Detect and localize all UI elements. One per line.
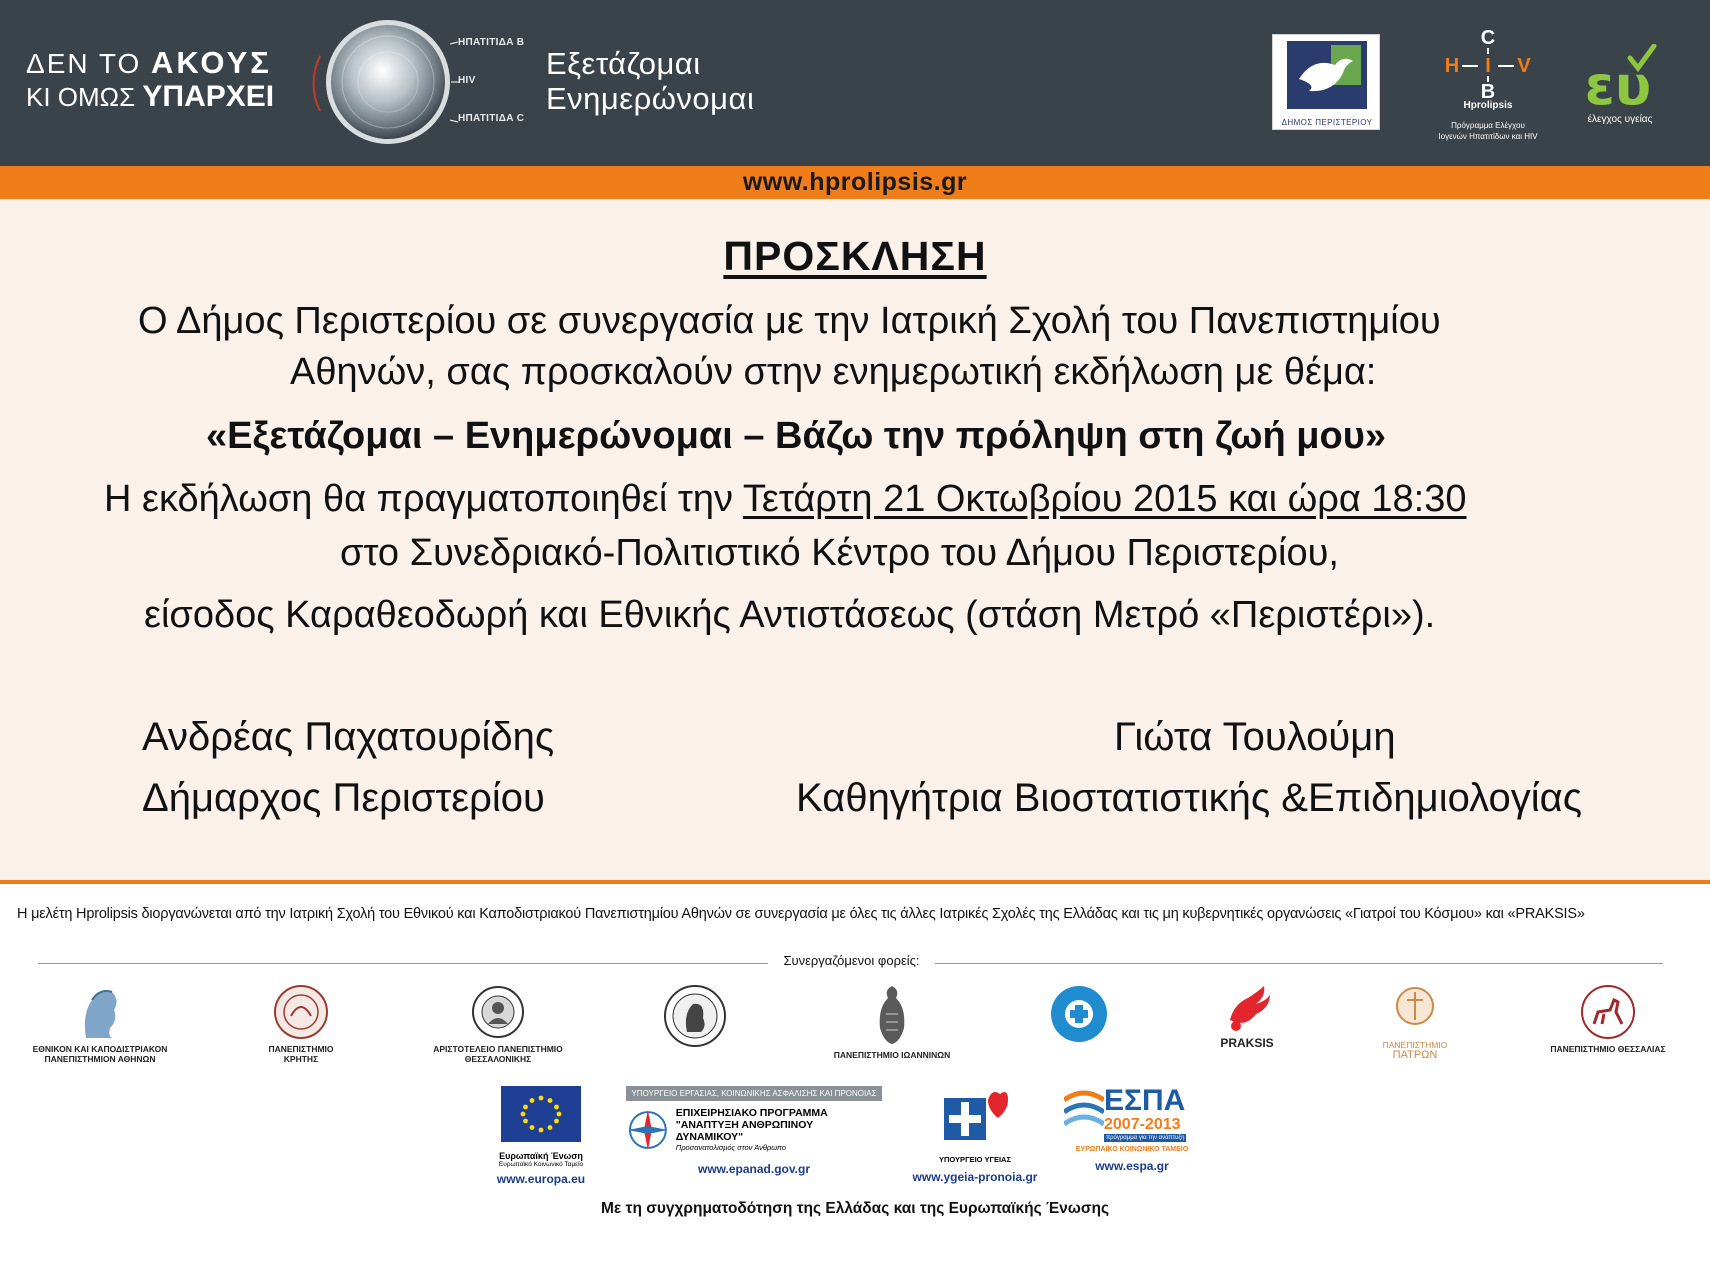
event-theme: «Εξετάζομαι – Ενημερώνομαι – Βάζω την πρόληψη στη ζωή μου» xyxy=(206,415,1386,457)
compass-icon xyxy=(626,1108,670,1152)
partner-logo-medical-seal xyxy=(660,984,730,1052)
campaign-title xyxy=(546,46,754,116)
checkmark-icon xyxy=(1580,44,1660,114)
partner-caption-line1: ΠΑΝΕΠΙΣΤΗΜΙΟ xyxy=(268,1044,334,1054)
hiv-letter-h: H xyxy=(1444,55,1460,77)
sponsor-health-ministry xyxy=(910,1086,1040,1184)
partner-caption-line2: ΚΡΗΤΗΣ xyxy=(283,1054,319,1064)
espa-waves-icon xyxy=(1064,1086,1104,1134)
eu-caption-sub: Ευρωπαϊκό Κοινωνικό Ταμείο xyxy=(498,1161,584,1168)
partner-caption-line1: ΑΡΙΣΤΟΤΕΛΕΙΟ ΠΑΝΕΠΙΣΤΗΜΙΟ xyxy=(433,1044,563,1054)
epanad-line3: Προσανατολισμός στον Άνθρωπο xyxy=(675,1143,786,1152)
partner-logo-thessaly xyxy=(1548,984,1668,1054)
espa-url[interactable]: www.espa.gr xyxy=(1095,1159,1169,1173)
hiv-letter-c: C xyxy=(1480,27,1496,49)
university-seal-icon xyxy=(273,984,329,1040)
dial-label-hepatitis-b: ΗΠΑΤΙΤΙΔΑ Β xyxy=(458,37,525,48)
sponsor-espa xyxy=(1064,1086,1200,1173)
elegxos-ygeias-logo xyxy=(1580,44,1660,134)
praksis-hand-icon xyxy=(1220,984,1274,1034)
partner-logo-uoa xyxy=(30,984,170,1064)
hiv-cross-icon xyxy=(1428,24,1548,100)
signatory1-name: Ανδρέας Παχατουρίδης xyxy=(142,715,555,759)
invitation-paragraph-line2: Αθηνών, σας προσκαλούν στην ενημερωτική εκδήλωση με θέμα: xyxy=(290,351,1377,393)
partner-caption-line2: ΘΕΣΣΑΛΟΝΙΚΗΣ xyxy=(464,1054,532,1064)
signatory2-role: Καθηγήτρια Βιοστατιστικής &Επιδημιολογίας xyxy=(796,776,1582,820)
hprolipsis-desc-line1: Πρόγραμμα Ελέγχου xyxy=(1451,121,1525,130)
partner-caption-line1: ΠΑΝΕΠΙΣΤΗΜΙΟ ΙΩΑΝΝΙΝΩΝ xyxy=(833,1050,951,1060)
invitation-body xyxy=(0,199,1710,880)
sponsor-eu xyxy=(496,1086,586,1186)
partner-logo-patras xyxy=(1380,984,1450,1060)
epanad-ministry: ΥΠΟΥΡΓΕΙΟ ΕΡΓΑΣΙΑΣ, ΚΟΙΝΩΝΙΚΗΣ ΑΣΦΑΛΙΣΗΣ ΚΑΙ ΠΡΟΝΟΙΑΣ xyxy=(626,1086,882,1101)
partner-caption-line2: ΠΑΤΡΩΝ xyxy=(1392,1049,1438,1061)
campaign-title-line1: Εξετάζομαι xyxy=(546,46,701,81)
partner-caption-line2: ΠΑΝΕΠΙΣΤΗΜΙΟΝ ΑΘΗΝΩΝ xyxy=(44,1054,156,1064)
hiv-letter-i: I xyxy=(1485,55,1491,77)
divider-left xyxy=(38,963,768,964)
hprolipsis-logo xyxy=(1428,24,1548,146)
event-venue: στο Συνεδριακό-Πολιτιστικό Κέντρο του Δήμου Περιστερίου, xyxy=(340,532,1339,574)
partner-logo-auth xyxy=(426,984,570,1064)
divider-right xyxy=(935,963,1663,964)
eu-flag-icon xyxy=(501,1086,581,1142)
event-date-line xyxy=(104,478,1467,521)
signatory2-name: Γιώτα Τουλούμη xyxy=(1114,715,1396,759)
hprolipsis-name: Hprolipsis xyxy=(1463,100,1513,111)
centaur-seal-icon xyxy=(1580,984,1636,1040)
epanad-url[interactable]: www.epanad.gov.gr xyxy=(697,1162,810,1176)
partner-caption-line1: ΠΑΝΕΠΙΣΤΗΜΙΟ ΘΕΣΣΑΛΙΑΣ xyxy=(1550,1044,1666,1054)
eu-caption: Ευρωπαϊκή Ένωση xyxy=(499,1151,583,1161)
invitation-title: ΠΡΟΣΚΛΗΣΗ xyxy=(723,233,987,279)
slogan-line1-b: ΑΚΟΥΣ xyxy=(151,45,272,80)
partner-logo-doctors-of-the-world xyxy=(1044,984,1114,1048)
health-ministry-url[interactable]: www.ygeia-pronoia.gr xyxy=(912,1170,1038,1184)
campaign-title-line2: Ενημερώνομαι xyxy=(546,81,755,116)
hippocrates-seal-icon xyxy=(663,984,727,1048)
website-link[interactable]: www.hprolipsis.gr xyxy=(742,168,968,196)
espa-subtitle: πρόγραμμα για την ανάπτυξη xyxy=(1106,1135,1185,1141)
event-date: Τετάρτη 21 Οκτωβρίου 2015 και ώρα 18:30 xyxy=(742,478,1467,520)
partner-caption-line1: ΠΑΝΕΠΙΣΤΗΜΙΟ xyxy=(1382,1040,1448,1050)
patras-seal-icon xyxy=(1393,984,1437,1036)
hiv-letter-b: B xyxy=(1480,81,1496,100)
divider xyxy=(0,880,1710,884)
hiv-letter-v: V xyxy=(1517,55,1531,77)
espa-years: 2007-2013 xyxy=(1104,1116,1181,1133)
peristeri-caption: ΔΗΜΟΣ ΠΕΡΙΣΤΕΡΙΟΥ xyxy=(1281,118,1373,127)
partner-logo-ioannina xyxy=(822,984,962,1060)
slogan-line2-b: ΥΠΑΡΧΕΙ xyxy=(142,80,275,113)
partners-label: Συνεργαζόμενοι φορείς: xyxy=(783,953,920,968)
ev-mark: ευ xyxy=(1584,54,1652,114)
website-bar xyxy=(0,166,1710,199)
event-date-prefix: Η εκδήλωση θα πραγματοποιηθεί την xyxy=(104,478,743,520)
athena-head-icon xyxy=(78,984,122,1040)
eagle-icon xyxy=(870,984,914,1046)
header-banner xyxy=(0,0,1710,166)
partner-caption-line1: ΕΘΝΙΚΟΝ ΚΑΙ ΚΑΠΟΔΙΣΤΡΙΑΚΟΝ xyxy=(32,1044,168,1054)
health-ministry-icon xyxy=(940,1086,1010,1150)
health-ministry-caption: ΥΠΟΥΡΓΕΙΟ ΥΓΕΙΑΣ xyxy=(939,1155,1011,1164)
aristotle-seal-icon xyxy=(470,984,526,1040)
doctors-of-the-world-icon xyxy=(1049,984,1109,1044)
study-note: Η μελέτη Hprolipsis διοργανώνεται από την Ιατρική Σχολή του Εθνικού και Καποδιστριακού Πανεπιστημίου Αθηνών σε συνεργασία με όλες τις άλλες Ιατρικές Σχολές της Ελλάδας και τις μη κυβερνητικές οργανώσεις «Γιατροί του Κόσμου» και «PRAKSIS» xyxy=(17,906,1585,922)
hprolipsis-desc-line2: Ιογενών Ηπατιτίδων και HIV xyxy=(1438,132,1538,141)
partner-logo-crete xyxy=(246,984,356,1064)
partner-caption-line1: PRAKSIS xyxy=(1220,1036,1274,1050)
cofunding-note: Με τη συγχρηματοδότηση της Ελλάδας και της Ευρωπαϊκής Ένωσης xyxy=(600,1200,1110,1217)
dove-icon xyxy=(1273,35,1381,115)
partner-logo-praksis xyxy=(1212,984,1282,1048)
volume-dial-icon xyxy=(310,16,460,148)
epanad-line2: "ΑΝΑΠΤΥΞΗ ΑΝΘΡΩΠΙΝΟΥ ΔΥΝΑΜΙΚΟΥ" xyxy=(675,1119,814,1143)
hprolipsis-description xyxy=(1428,120,1548,142)
peristeri-municipality-logo xyxy=(1272,34,1380,130)
espa-title: ΕΣΠΑ xyxy=(1104,1084,1186,1117)
elegxos-ygeias-caption: έλεγχος υγείας xyxy=(1587,114,1653,125)
campaign-slogan xyxy=(26,46,274,114)
signatory1-role: Δήμαρχος Περιστερίου xyxy=(142,776,545,820)
invitation-paragraph-line1: Ο Δήμος Περιστερίου σε συνεργασία με την Ιατρική Σχολή του Πανεπιστημίου xyxy=(138,300,1441,342)
sponsor-epanad xyxy=(626,1086,882,1176)
slogan-line2-a: ΚΙ ΟΜΩΣ xyxy=(26,82,143,112)
dial-label-hiv: HIV xyxy=(458,75,476,86)
event-entrance: είσοδος Καραθεοδωρή και Εθνικής Αντιστάσεως (στάση Μετρό «Περιστέρι»). xyxy=(144,594,1436,636)
eu-url[interactable]: www.europa.eu xyxy=(496,1172,586,1186)
epanad-line1: ΕΠΙΧΕΙΡΗΣΙΑΚΟ ΠΡΟΓΡΑΜΜΑ xyxy=(675,1107,828,1119)
dial-label-hepatitis-c: ΗΠΑΤΙΤΙΔΑ C xyxy=(458,113,525,124)
espa-fund: ΕΥΡΩΠΑΪΚΟ ΚΟΙΝΩΝΙΚΟ ΤΑΜΕΙΟ xyxy=(1075,1146,1189,1153)
slogan-line1-a: ΔΕΝ ΤΟ xyxy=(26,48,152,79)
